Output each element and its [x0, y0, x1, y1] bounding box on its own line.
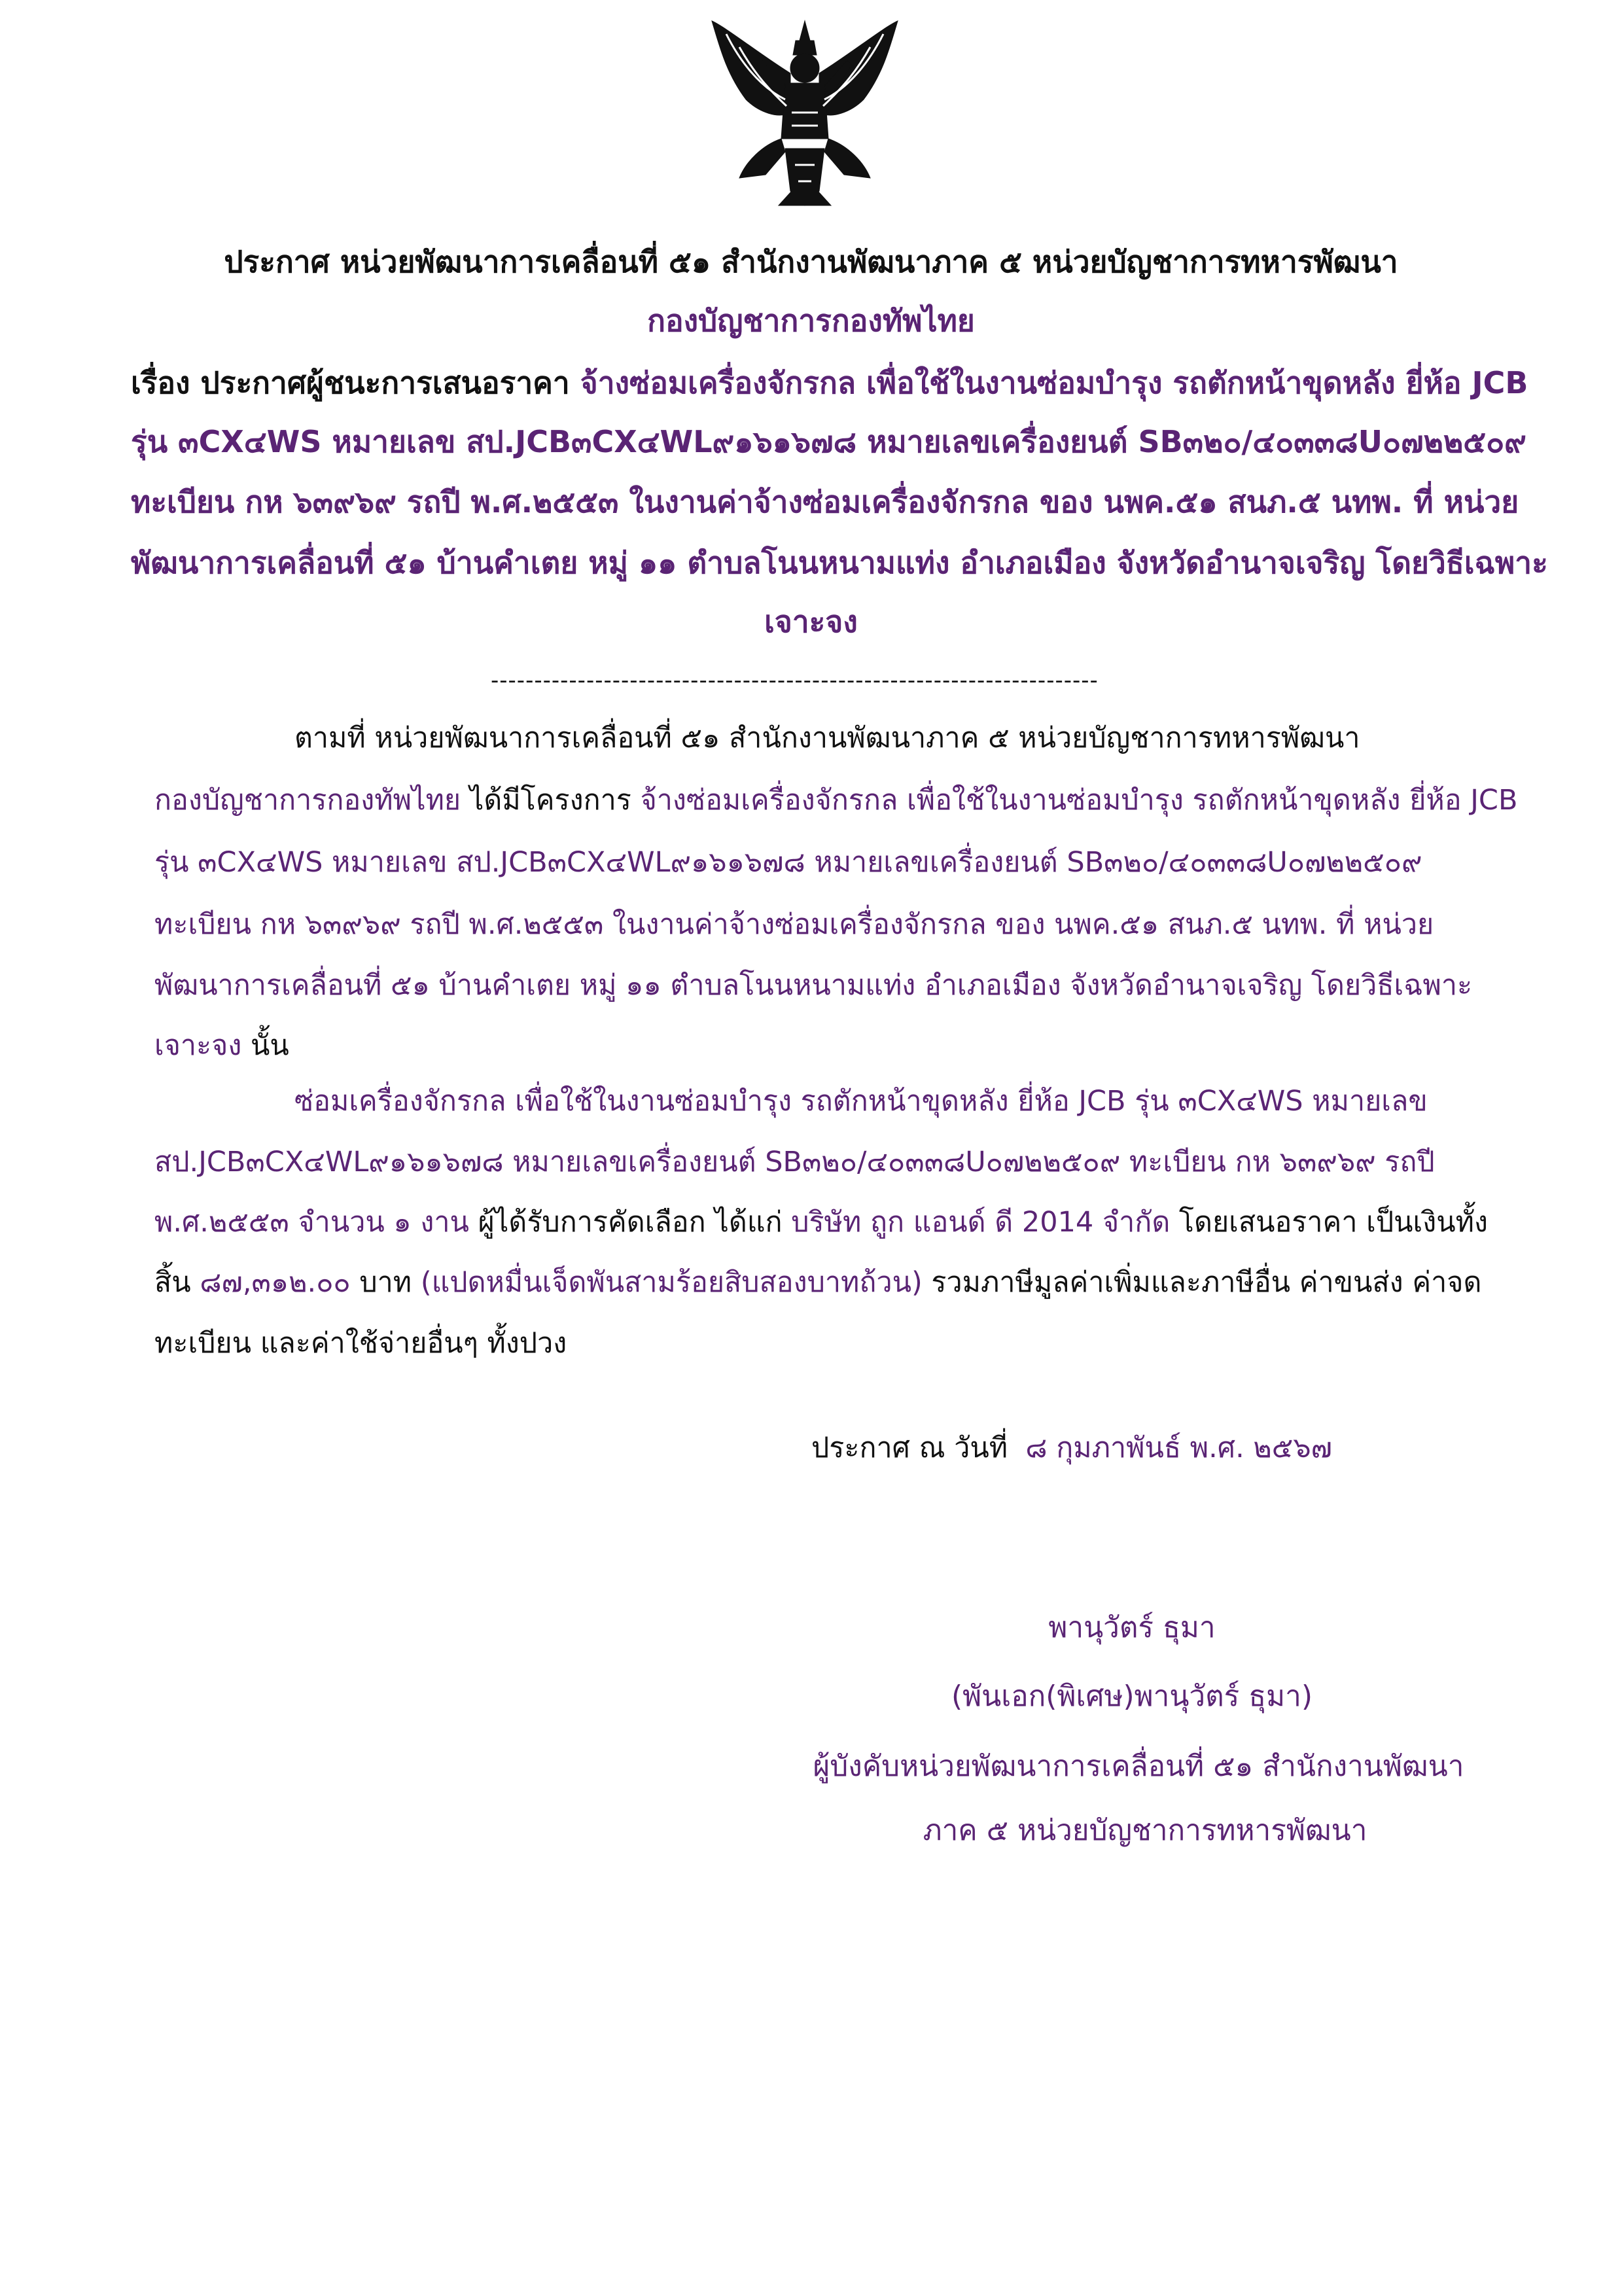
- para2-line-1: ซ่อมเครื่องจักรกล เพื่อใช้ในงานซ่อมบำรุง รถตักหน้าขุดหลัง ยี่ห้อ JCB รุ่น ๓CX๔WS หมายเลข: [294, 1085, 1428, 1118]
- para2-line-4: [154, 1264, 1481, 1301]
- header-line-2: กองบัญชาการกองทัพไทย: [647, 303, 975, 338]
- para1-line-3: รุ่น ๓CX๔WS หมายเลข สป.JCB๓CX๔WL๙๑๖๑๖๗๘ หมายเลขเครื่องยนต์ SB๓๒๐/๔๐๓๓๘U๐๗๒๒๕๐๙: [154, 846, 1422, 879]
- para1-end: นั้น: [241, 1029, 289, 1062]
- para2-line-5: ทะเบียน และค่าใช้จ่ายอื่นๆ ทั้งปวง: [154, 1327, 567, 1360]
- signer-position-line-1: ผู้บังคับหน่วยพัฒนาการเคลื่อนที่ ๕๑ สำนักงานพัฒนา: [813, 1750, 1464, 1783]
- signer-name: พานุวัตร์ ธุมา: [1048, 1611, 1216, 1644]
- para2-amount: ๘๗,๓๑๒.๐๐: [200, 1266, 351, 1299]
- para2-tax-note: รวมภาษีมูลค่าเพิ่มและภาษีอื่น ค่าขนส่ง ค่าจด: [922, 1266, 1482, 1299]
- para1-line-1: ตามที่ หน่วยพัฒนาการเคลื่อนที่ ๕๑ สำนักงานพัฒนาภาค ๕ หน่วยบัญชาการทหารพัฒนา: [294, 722, 1360, 754]
- separator-line: ----------------------------------------------------------------------: [491, 667, 1099, 694]
- header-line-6: พัฒนาการเคลื่อนที่ ๕๑ บ้านคำเตย หมู่ ๑๑ ตำบลโนนหนามแท่ง อำเภอเมือง จังหวัดอำนาจเจริญ โดยวิธีเฉพาะ: [131, 545, 1548, 580]
- para2-winner-name: บริษัท ถูก แอนด์ ดี 2014 จำกัด: [791, 1206, 1171, 1239]
- signer-position-line-2: ภาค ๕ หน่วยบัญชาการทหารพัฒนา: [923, 1814, 1367, 1847]
- signer-full-name: (พันเอก(พิเศษ)พานุวัตร์ ธุมา): [951, 1680, 1313, 1713]
- announce-date-label: ประกาศ ณ วันที่: [811, 1432, 1008, 1464]
- subject-title: จ้างซ่อมเครื่องจักรกล เพื่อใช้ในงานซ่อมบำรุง รถตักหน้าขุดหลัง ยี่ห้อ JCB: [580, 365, 1528, 400]
- para1-line-6: [154, 1027, 289, 1064]
- para2-line-3: [154, 1204, 1488, 1241]
- header-line-1: ประกาศ หน่วยพัฒนาการเคลื่อนที่ ๕๑ สำนักงานพัฒนาภาค ๕ หน่วยบัญชาการทหารพัฒนา: [224, 244, 1398, 279]
- header-subject-line: [131, 363, 1528, 402]
- para2-quantity: พ.ศ.๒๕๕๓ จำนวน ๑ งาน: [154, 1206, 469, 1239]
- subject-prefix: เรื่อง ประกาศผู้ชนะการเสนอราคา: [131, 365, 580, 400]
- para1-line-5: พัฒนาการเคลื่อนที่ ๕๑ บ้านคำเตย หมู่ ๑๑ ตำบลโนนหนามแท่ง อำเภอเมือง จังหวัดอำนาจเจริญ โดยวิธีเฉพาะ: [154, 969, 1473, 1002]
- para1-line-4: ทะเบียน กห ๖๓๙๖๙ รถปี พ.ศ.๒๕๕๓ ในงานค่าจ้างซ่อมเครื่องจักรกล ของ นพค.๕๑ สนภ.๕ นทพ. ที่ หน่วย: [154, 908, 1434, 941]
- header-line-4: รุ่น ๓CX๔WS หมายเลข สป.JCB๓CX๔WL๙๑๖๑๖๗๘ หมายเลขเครื่องยนต์ SB๓๒๐/๔๐๓๓๘U๐๗๒๒๕๐๙: [131, 424, 1526, 459]
- para2-amount-words: (แปดหมื่นเจ็ดพันสามร้อยสิบสองบาทถ้วน): [420, 1266, 923, 1299]
- para1-project-title: จ้างซ่อมเครื่องจักรกล เพื่อใช้ในงานซ่อมบำรุง รถตักหน้าขุดหลัง ยี่ห้อ JCB: [640, 784, 1518, 817]
- para1-line-2: [154, 782, 1517, 819]
- para2-price-label: โดยเสนอราคา เป็นเงินทั้ง: [1170, 1206, 1488, 1239]
- para2-total-label: สิ้น: [154, 1266, 200, 1299]
- para2-currency: บาท: [350, 1266, 421, 1299]
- header-line-7: เจาะจง: [764, 604, 858, 639]
- para1-method: เจาะจง: [154, 1029, 242, 1062]
- announce-date-value: ๘ กุมภาพันธ์ พ.ศ. ๒๕๖๗: [1025, 1432, 1332, 1464]
- header-line-5: ทะเบียน กห ๖๓๙๖๙ รถปี พ.ศ.๒๕๕๓ ในงานค่าจ้างซ่อมเครื่องจักรกล ของ นพค.๕๑ สนภ.๕ นทพ. ที่ หน่วย: [131, 484, 1519, 520]
- para1-project-label: ได้มีโครงการ: [461, 784, 641, 817]
- para1-org: กองบัญชาการกองทัพไทย: [154, 784, 461, 817]
- para2-line-2: สป.JCB๓CX๔WL๙๑๖๑๖๗๘ หมายเลขเครื่องยนต์ SB๓๒๐/๔๐๓๓๘U๐๗๒๒๕๐๙ ทะเบียน กห ๖๓๙๖๙ รถปี: [154, 1146, 1435, 1178]
- announce-date: [811, 1430, 1332, 1466]
- para2-winner-label: ผู้ได้รับการคัดเลือก ได้แก่: [468, 1206, 792, 1239]
- garuda-emblem-icon: [700, 14, 909, 211]
